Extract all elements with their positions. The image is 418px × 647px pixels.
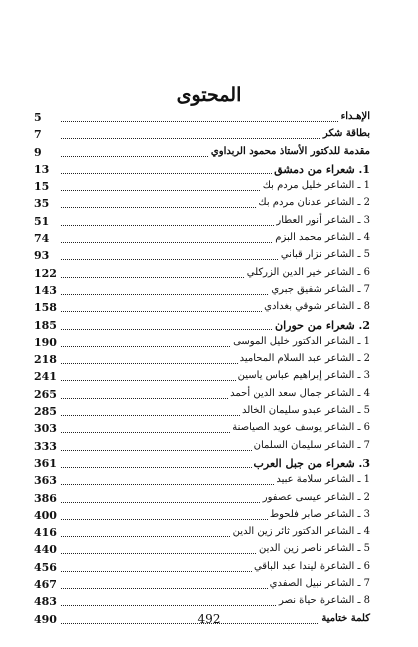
toc-entry-row — [34, 110, 370, 127]
toc-entry-page-number: 51 — [34, 215, 60, 228]
toc-entry-title: 8 ـ الشاعرة حياة نصر — [279, 595, 370, 607]
toc-entry-page-number: 35 — [34, 197, 60, 210]
table-of-contents — [34, 110, 370, 629]
toc-entry-title: 1 ـ الشاعر خليل مردم بك — [262, 180, 370, 192]
toc-entry-page-number: 5 — [34, 111, 60, 124]
toc-entry-page-number: 361 — [34, 457, 60, 470]
toc-entry-page-number: 185 — [34, 319, 60, 332]
toc-entry-title: 7 ـ الشاعر نبيل الصفدي — [269, 578, 370, 590]
toc-entry-title: 5 ـ الشاعر عبدو سليمان الخالد — [241, 405, 370, 417]
toc-entry-page-number: 440 — [34, 543, 60, 556]
toc-entry-row — [34, 179, 370, 196]
toc-entry-page-number: 9 — [34, 146, 60, 159]
toc-entry-page-number: 416 — [34, 526, 60, 539]
toc-entry-page-number: 143 — [34, 284, 60, 297]
toc-entry-row — [34, 283, 370, 300]
toc-entry-row — [34, 196, 370, 213]
toc-entry-title: 2 ـ الشاعر عبد السلام المحاميد — [239, 353, 370, 365]
toc-entry-title: 4 ـ الشاعر جمال سعد الدين أحمد — [230, 387, 370, 399]
toc-entry-title: 1 ـ الشاعر الدكتور خليل الموسى — [233, 335, 370, 347]
toc-entry-page-number: 122 — [34, 267, 60, 280]
toc-entry-page-number: 467 — [34, 578, 60, 591]
toc-entry-title: 5 ـ الشاعر ناصر زين الدين — [258, 543, 370, 555]
toc-entry-title: 7 ـ الشاعر شفيق جبري — [271, 283, 370, 295]
toc-entry-page-number: 333 — [34, 440, 60, 453]
toc-entry-row — [34, 491, 370, 508]
toc-entry-title: 8 ـ الشاعر شوقي بغدادي — [264, 301, 370, 313]
toc-entry-row — [34, 214, 370, 231]
toc-entry-row — [34, 145, 370, 162]
toc-entry-title: 7 ـ الشاعر سليمان السلمان — [253, 439, 370, 451]
toc-entry-page-number: 303 — [34, 422, 60, 435]
toc-entry-row — [34, 300, 370, 317]
page-title: المحتوى — [176, 84, 242, 106]
toc-entry-row — [34, 439, 370, 456]
toc-entry-row — [34, 542, 370, 559]
toc-entry-row — [34, 231, 370, 248]
page-number: 492 — [197, 612, 221, 626]
toc-entry-title: 6 ـ الشاعر يوسف عويد الصياصنة — [232, 422, 370, 434]
toc-entry-title: 3 ـ الشاعر إبراهيم عباس ياسين — [237, 370, 370, 382]
toc-entry-row — [34, 335, 370, 352]
toc-entry-title: 3 ـ الشاعر أنور العطار — [276, 214, 370, 226]
toc-entry-page-number: 456 — [34, 561, 60, 574]
toc-entry-title: 5 ـ الشاعر نزار قباني — [280, 249, 370, 261]
toc-entry-page-number: 7 — [34, 128, 60, 141]
toc-entry-title: 6 ـ الشاعر خير الدين الزركلي — [246, 266, 370, 278]
toc-entry-title: 2 ـ الشاعر عدنان مردم بك — [258, 197, 370, 209]
toc-entry-title: 3 ـ الشاعر صابر فلحوط — [269, 508, 370, 520]
toc-entry-page-number: 400 — [34, 509, 60, 522]
toc-entry-row — [34, 508, 370, 525]
toc-entry-title: 3. شعراء من جبل العرب — [253, 456, 370, 470]
toc-entry-page-number: 74 — [34, 232, 60, 245]
toc-entry-page-number: 363 — [34, 474, 60, 487]
toc-entry-title: بطاقة شكر — [322, 128, 370, 140]
toc-entry-title: الإهـداء — [340, 111, 370, 122]
toc-entry-title: 4 ـ الشاعر الدكتور ثائر زين الدين — [232, 526, 370, 538]
dot-leader — [58, 121, 370, 122]
toc-entry-row — [34, 387, 370, 404]
toc-entry-title: 4 ـ الشاعر محمد البزم — [275, 232, 370, 244]
toc-entry-page-number: 15 — [34, 180, 60, 193]
toc-entry-row — [34, 525, 370, 542]
toc-section-row — [34, 318, 370, 335]
toc-entry-title: 1 ـ الشاعر سلامة عبيد — [276, 474, 370, 486]
toc-entry-page-number: 285 — [34, 405, 60, 418]
toc-entry-page-number: 483 — [34, 595, 60, 608]
toc-entry-page-number: 241 — [34, 370, 60, 383]
toc-entry-page-number: 93 — [34, 249, 60, 262]
toc-entry-page-number: 158 — [34, 301, 60, 314]
toc-entry-page-number: 190 — [34, 336, 60, 349]
toc-entry-title: 1. شعراء من دمشق — [274, 162, 370, 176]
toc-entry-row — [34, 248, 370, 265]
toc-entry-row — [34, 266, 370, 283]
toc-entry-row — [34, 352, 370, 369]
toc-entry-title: 6 ـ الشاعرة ليندا عبد الباقي — [253, 560, 370, 572]
toc-entry-page-number: 490 — [34, 613, 60, 626]
toc-entry-title: كلمة ختامية — [321, 612, 370, 624]
toc-section-row — [34, 456, 370, 473]
toc-entry-row — [34, 594, 370, 611]
toc-entry-row — [34, 369, 370, 386]
toc-entry-page-number: 386 — [34, 492, 60, 505]
toc-entry-title: 2. شعراء من حوران — [275, 318, 370, 332]
toc-entry-row — [34, 577, 370, 594]
toc-entry-page-number: 13 — [34, 163, 60, 176]
toc-entry-row — [34, 404, 370, 421]
toc-entry-page-number: 218 — [34, 353, 60, 366]
toc-section-row — [34, 162, 370, 179]
toc-entry-row — [34, 473, 370, 490]
toc-entry-row — [34, 560, 370, 577]
toc-entry-title: 2 ـ الشاعر عيسى عصفور — [262, 491, 370, 503]
toc-entry-page-number: 265 — [34, 388, 60, 401]
toc-entry-row — [34, 127, 370, 144]
toc-entry-row — [34, 421, 370, 438]
toc-entry-title: مقدمة للدكتور الأستاذ محمود الربداوي — [210, 145, 370, 157]
